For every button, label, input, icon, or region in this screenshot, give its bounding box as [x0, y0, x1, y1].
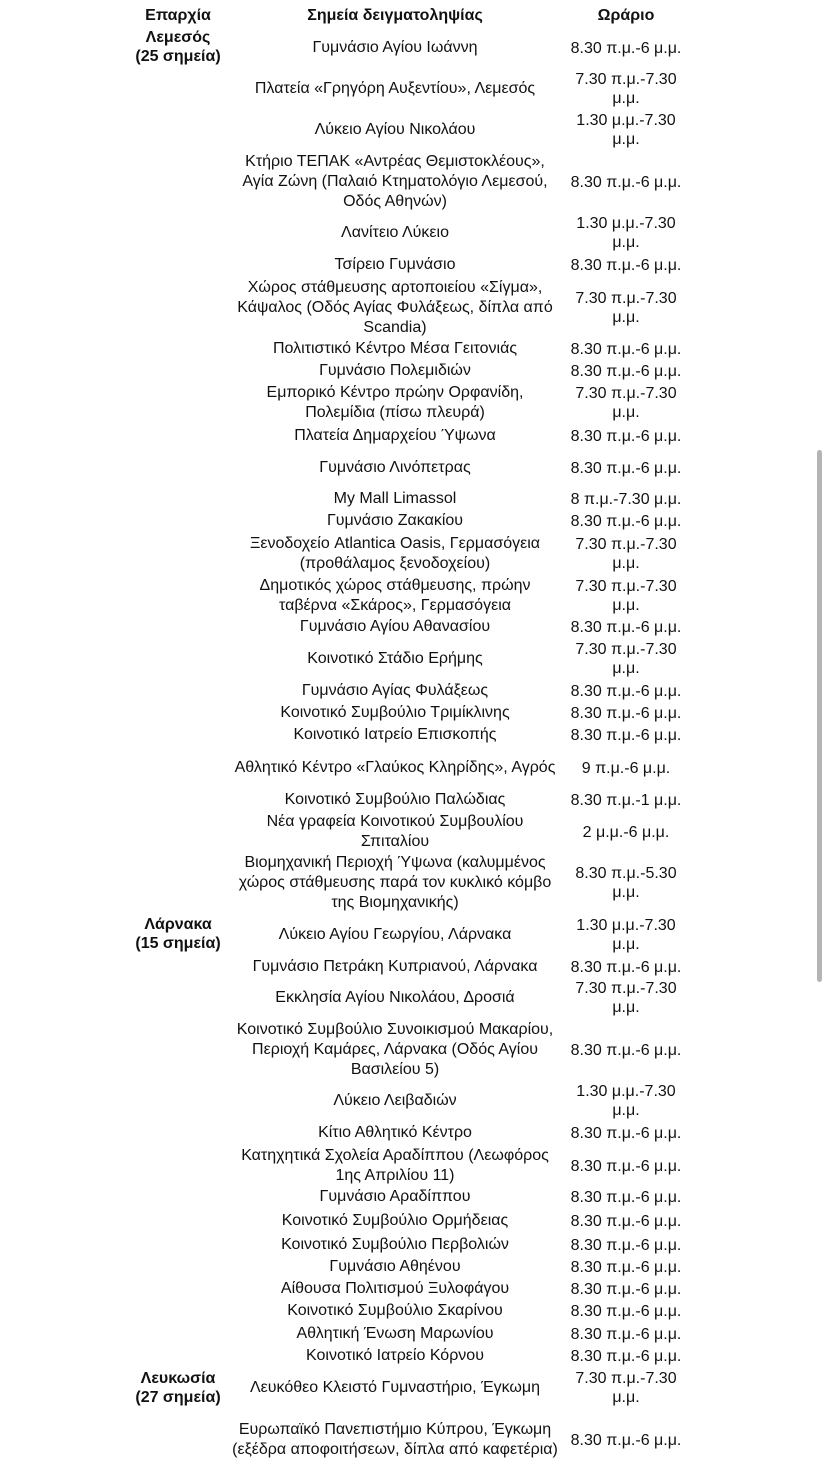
hours-cell: 8.30 π.μ.-6 μ.μ. — [570, 1347, 682, 1365]
hours-cell: 8.30 π.μ.-6 μ.μ. — [570, 362, 682, 380]
location-cell: Ξενοδοχείο Atlantica Oasis, Γερμασόγεια (προθάλαμος ξενοδοχείου) — [249, 535, 541, 572]
table-row — [0, 111, 828, 149]
hours-cell: 7.30 π.μ.-7.30 μ.μ. — [575, 1370, 677, 1406]
hours-cell: 8.30 π.μ.-6 μ.μ. — [570, 1258, 682, 1276]
location-cell: Πολιτιστικό Κέντρο Μέσα Γειτονιάς — [272, 340, 518, 357]
location-cell: Βιομηχανική Περιοχή Ύψωνα (καλυμμένος χώρος στάθμευσης παρά τον κυκλικό κόμβο της Βιομηχανικής) — [238, 854, 552, 911]
district-name: Λευκωσία — [140, 1370, 216, 1387]
hours-cell: 8.30 π.μ.-6 μ.μ. — [570, 512, 682, 530]
hours-cell: 8.30 π.μ.-6 μ.μ. — [570, 39, 682, 57]
table-row — [0, 725, 828, 745]
hours-cell: 8.30 π.μ.-6 μ.μ. — [570, 1157, 682, 1175]
table-row — [0, 853, 828, 913]
table-row — [0, 617, 828, 637]
table-row — [0, 534, 828, 574]
location-cell: Κοινοτικό Συμβούλιο Συνοικισμού Μακαρίου, Περιοχή Καμάρες, Λάρνακα (Οδός Αγίου Βασιλείου 5) — [236, 1021, 554, 1078]
location-cell: Κοινοτικό Συμβούλιο Περβολιών — [281, 1236, 509, 1253]
location-cell: Εμπορικό Κέντρο πρώην Ορφανίδη, Πολεμίδια (πίσω πλευρά) — [266, 384, 524, 421]
table-row — [0, 1410, 828, 1470]
hours-cell: 8.30 π.μ.-6 μ.μ. — [570, 704, 682, 722]
hours-cell: 1.30 μ.μ.-7.30 μ.μ. — [576, 215, 676, 251]
table-row — [0, 1257, 828, 1277]
district-count: (25 σημεία) — [135, 48, 221, 65]
table-row — [0, 916, 828, 954]
table-row — [0, 1146, 828, 1186]
location-cell: Λύκειο Αγίου Γεωργίου, Λάρνακα — [278, 926, 512, 943]
hours-cell: 8.30 π.μ.-6 μ.μ. — [570, 1236, 682, 1254]
table-row — [0, 703, 828, 723]
table-row — [0, 361, 828, 381]
table-row — [0, 339, 828, 359]
hours-cell: 8.30 π.μ.-6 μ.μ. — [570, 1212, 682, 1230]
hours-cell: 8.30 π.μ.-6 μ.μ. — [570, 1124, 682, 1142]
location-cell: My Mall Limassol — [333, 490, 457, 507]
table-row — [0, 812, 828, 852]
hours-cell: 1.30 μ.μ.-7.30 μ.μ. — [576, 1083, 676, 1119]
hours-cell: 9 π.μ.-6 μ.μ. — [581, 759, 671, 777]
table-row — [0, 790, 828, 810]
table-row — [0, 458, 828, 478]
table-row — [0, 1346, 828, 1366]
location-cell: Αίθουσα Πολιτισμού Ξυλοφάγου — [280, 1280, 510, 1297]
hours-cell: 8.30 π.μ.-6 μ.μ. — [570, 682, 682, 700]
district-name: Λάρνακα — [144, 916, 212, 933]
location-cell: Γυμνάσιο Αγίου Αθανασίου — [299, 618, 491, 635]
hours-cell: 8.30 π.μ.-6 μ.μ. — [570, 340, 682, 358]
location-cell: Λανίτειο Λύκειο — [341, 224, 449, 241]
location-cell: Γυμνάσιο Πετράκη Κυπριανού, Λάρνακα — [252, 958, 538, 975]
table-row — [0, 640, 828, 678]
location-cell: Χώρος στάθμευσης αρτοποιείου «Σίγμα», Κάψαλος (Οδός Αγίας Φυλάξεως, δίπλα από Scandia) — [237, 279, 553, 336]
location-cell: Λευκόθεο Κλειστό Γυμναστήριο, Έγκωμη — [249, 1379, 541, 1396]
location-cell: Λύκειο Αγίου Νικολάου — [314, 121, 476, 138]
location-cell: Λύκειο Λειβαδιών — [333, 1092, 457, 1109]
hours-cell: 8.30 π.μ.-6 μ.μ. — [570, 1041, 682, 1059]
table-row — [0, 1020, 828, 1080]
table-row — [0, 681, 828, 701]
table-row — [0, 383, 828, 423]
location-cell: Κατηχητικά Σχολεία Αραδίππου (Λεωφόρος 1ης Απριλίου 11) — [241, 1147, 549, 1184]
location-cell: Κοινοτικό Συμβούλιο Ορμήδειας — [281, 1212, 509, 1229]
hours-cell: 8.30 π.μ.-1 μ.μ. — [570, 791, 682, 809]
hours-cell: 8.30 π.μ.-6 μ.μ. — [570, 173, 682, 191]
hours-cell: 8.30 π.μ.-6 μ.μ. — [570, 726, 682, 744]
table-row — [0, 1211, 828, 1231]
location-cell: Κοινοτικό Στάδιο Ερήμης — [307, 650, 483, 667]
table-row — [0, 152, 828, 212]
hours-cell: 8.30 π.μ.-6 μ.μ. — [570, 1280, 682, 1298]
table-row — [0, 255, 828, 275]
location-cell: Πλατεία Δημαρχείου Ύψωνα — [294, 427, 496, 444]
table-row — [0, 748, 828, 788]
hours-cell: 7.30 π.μ.-7.30 μ.μ. — [575, 385, 677, 421]
location-cell: Κοινοτικό Συμβούλιο Σκαρίνου — [287, 1302, 503, 1319]
district-name: Λεμεσός — [145, 29, 211, 46]
hours-cell: 8.30 π.μ.-6 μ.μ. — [570, 1302, 682, 1320]
table-row — [0, 38, 828, 58]
location-cell: Αθλητικό Κέντρο «Γλαύκος Κληρίδης», Αγρός — [234, 759, 556, 776]
hours-cell: 8.30 π.μ.-6 μ.μ. — [570, 1431, 682, 1449]
location-cell: Γυμνάσιο Λινόπετρας — [319, 459, 471, 476]
hours-cell: 1.30 μ.μ.-7.30 μ.μ. — [576, 112, 676, 148]
hours-cell: 8.30 π.μ.-6 μ.μ. — [570, 1188, 682, 1206]
table-row — [0, 979, 828, 1017]
hours-cell: 8.30 π.μ.-6 μ.μ. — [570, 618, 682, 636]
table-row — [0, 511, 828, 531]
table-row — [0, 1123, 828, 1143]
hours-cell: 7.30 π.μ.-7.30 μ.μ. — [575, 641, 677, 677]
hours-cell: 7.30 π.μ.-7.30 μ.μ. — [575, 578, 677, 614]
table-row — [0, 1369, 828, 1407]
vertical-scrollbar[interactable] — [817, 450, 822, 982]
hours-cell: 1.30 μ.μ.-7.30 μ.μ. — [576, 917, 676, 953]
location-cell: Γυμνάσιο Αραδίππου — [319, 1188, 471, 1205]
hours-cell: 8 π.μ.-7.30 μ.μ. — [570, 490, 682, 508]
table-row — [0, 489, 828, 509]
table-row — [0, 426, 828, 446]
location-cell: Πλατεία «Γρηγόρη Αυξεντίου», Λεμεσός — [254, 80, 536, 97]
location-cell: Αθλητική Ένωση Μαρωνίου — [296, 1325, 494, 1342]
hours-cell: 2 μ.μ.-6 μ.μ. — [582, 823, 670, 841]
table-row — [0, 1082, 828, 1120]
location-cell: Γυμνάσιο Ζακακίου — [326, 512, 464, 529]
table-row — [0, 1279, 828, 1299]
hours-cell: 7.30 π.μ.-7.30 μ.μ. — [575, 980, 677, 1016]
location-cell: Κίτιο Αθλητικό Κέντρο — [318, 1124, 472, 1141]
location-cell: Κοινοτικό Συμβούλιο Τριμίκλινης — [280, 704, 510, 721]
header-hours: Ωράριο — [597, 7, 655, 24]
location-cell: Κτήριο ΤΕΠΑΚ «Αντρέας Θεμιστοκλέους», Αγία Ζώνη (Παλαιό Κτηματολόγιο Λεμεσού, Οδός Αθηνών) — [242, 153, 548, 210]
table-row — [0, 1235, 828, 1255]
location-cell: Γυμνάσιο Αγίου Ιωάννη — [312, 39, 478, 56]
table-row — [0, 1324, 828, 1344]
hours-cell: 8.30 π.μ.-5.30 μ.μ. — [575, 865, 677, 901]
location-cell: Εκκλησία Αγίου Νικολάου, Δροσιά — [275, 989, 515, 1006]
district-count: (27 σημεία) — [135, 1389, 221, 1406]
hours-cell: 8.30 π.μ.-6 μ.μ. — [570, 256, 682, 274]
table-row — [0, 576, 828, 616]
location-cell: Γυμνάσιο Αγίας Φυλάξεως — [301, 682, 489, 699]
hours-cell: 8.30 π.μ.-6 μ.μ. — [570, 427, 682, 445]
location-cell: Κοινοτικό Συμβούλιο Παλώδιας — [284, 791, 506, 808]
hours-cell: 7.30 π.μ.-7.30 μ.μ. — [575, 290, 677, 326]
table-row — [0, 957, 828, 977]
table-row — [0, 1301, 828, 1321]
hours-cell: 8.30 π.μ.-6 μ.μ. — [570, 958, 682, 976]
location-cell: Τσίρειο Γυμνάσιο — [334, 256, 456, 273]
table-row — [0, 1187, 828, 1207]
table-row — [0, 70, 828, 108]
location-cell: Γυμνάσιο Αθηένου — [329, 1258, 461, 1275]
header-sampling-points: Σημεία δειγματοληψίας — [307, 7, 483, 24]
location-cell: Νέα γραφεία Κοινοτικού Συμβουλίου Σπιταλίου — [266, 813, 524, 850]
location-cell: Κοινοτικό Ιατρείο Κόρνου — [306, 1347, 484, 1364]
location-cell: Δημοτικός χώρος στάθμευσης, πρώην ταβέρνα «Σκάρος», Γερμασόγεια — [259, 577, 531, 614]
district-count: (15 σημεία) — [135, 935, 221, 952]
location-cell: Γυμνάσιο Πολεμιδιών — [319, 362, 471, 379]
location-cell: Ευρωπαϊκό Πανεπιστήμιο Κύπρου, Έγκωμη (εξέδρα αποφοιτήσεων, δίπλα από καφετέρια) — [232, 1421, 558, 1458]
header-district: Επαρχία — [145, 7, 211, 24]
table-row — [0, 214, 828, 252]
hours-cell: 8.30 π.μ.-6 μ.μ. — [570, 1325, 682, 1343]
location-cell: Κοινοτικό Ιατρείο Επισκοπής — [293, 726, 497, 743]
hours-cell: 7.30 π.μ.-7.30 μ.μ. — [575, 71, 677, 107]
hours-cell: 8.30 π.μ.-6 μ.μ. — [570, 459, 682, 477]
table-row — [0, 278, 828, 338]
hours-cell: 7.30 π.μ.-7.30 μ.μ. — [575, 536, 677, 572]
